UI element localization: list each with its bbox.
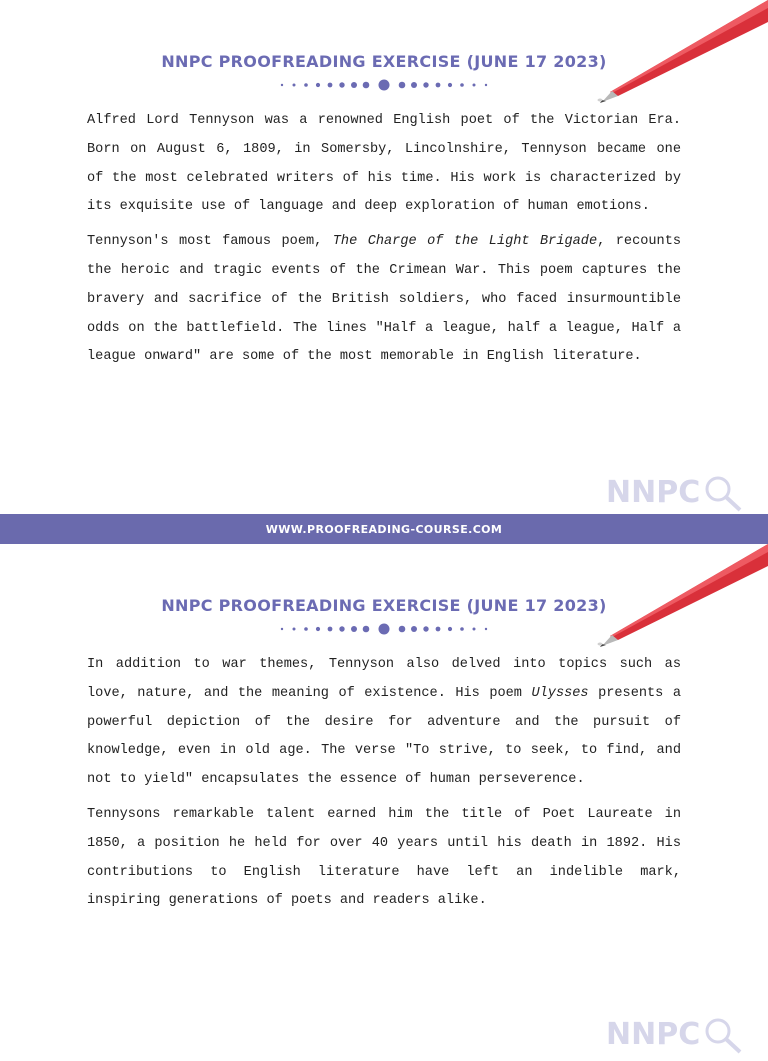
nnpc-logo <box>606 1014 756 1061</box>
text-run: In addition to war themes, Tennyson also delved into topics such as love, nature, and the meaning of existence. His poem <box>87 657 681 701</box>
text-run: Alfred Lord Tennyson was a renowned English poet of the Victorian Era. Born on August 6, 1809, in Somersby, Lincolnshire, Tennyson became one of the most celebrated writers of his time. His work is characterized by its exquisite use of language and deep exploration of human emotions. <box>87 113 681 215</box>
paragraph <box>87 228 681 372</box>
poem-title: The Charge of the Light Brigade <box>332 234 598 250</box>
magnifier-icon <box>707 478 740 510</box>
body-text <box>87 651 681 922</box>
magnifier-icon <box>707 1020 740 1052</box>
logo-text: NNPC <box>606 1017 701 1052</box>
footer-url: WWW.PROOFREADING-COURSE.COM <box>265 522 503 536</box>
text-run: Tennyson's most famous poem, <box>87 234 333 250</box>
paragraph <box>87 107 681 222</box>
logo-text: NNPC <box>606 475 701 510</box>
nnpc-logo <box>606 472 756 519</box>
document-page-2 <box>0 544 768 1052</box>
text-run: presents a powerful depiction of the desire for adventure and the pursuit of knowledge, even in old age. The verse "To strive, to seek, to find, and not to yield" encapsulates the essence of human perseverence. <box>87 685 682 788</box>
paragraph <box>87 651 681 795</box>
page-title: NNPC PROOFREADING EXERCISE (JUNE 17 2023) <box>161 52 607 71</box>
body-text <box>87 107 681 378</box>
poem-title: Ulysses <box>531 685 589 701</box>
text-run: Tennysons remarkable talent earned him the title of Poet Laureate in 1850, a position he held for over 40 years until his death in 1892. His contributions to English literature have left an indelible mark, inspiring generations of poets and readers alike. <box>87 806 681 909</box>
page-title: NNPC PROOFREADING EXERCISE (JUNE 17 2023) <box>161 596 607 615</box>
dots-divider <box>278 622 490 636</box>
paragraph <box>87 801 681 916</box>
footer-band <box>0 514 768 544</box>
text-run: , recounts the heroic and tragic events of the Crimean War. This poem captures the bravery and sacrifice of the British soldiers, who faced insurmountible odds on the battlefield. The lines "Half a league, half a league, Half a league onward" are some of the most memorable in English literature. <box>87 234 682 365</box>
dots-divider <box>278 78 490 92</box>
